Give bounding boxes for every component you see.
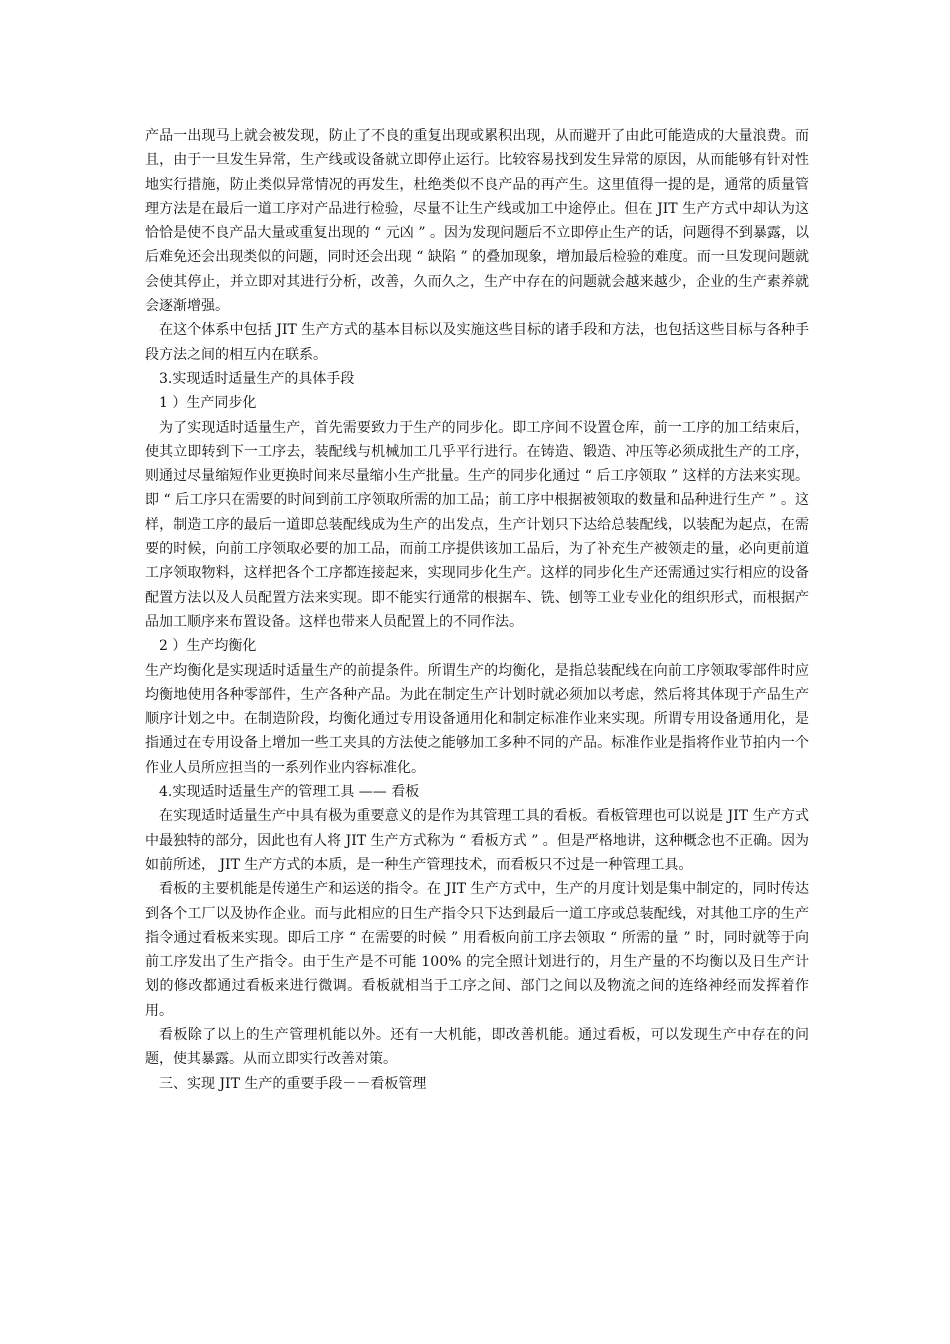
- document-page: [145, 124, 809, 1096]
- paragraph-defect-handling: 产品一出现马上就会被发现，防止了不良的重复出现或累积出现，从而避开了由此可能造成的大量浪费。而且，由于一旦发生异常，生产线或设备就立即停止运行。比较容易找到发生异常的原因，从而能够有针对性地实行措施，防止类似异常情况的再发生，杜绝类似不良产品的再产生。这里值得一提的是，通常的质量管理方法是在最后一道工序对产品进行检验，尽量不让生产线或加工中途停止。但在 JIT 生产方式中却认为这恰恰是使不良产品大量或重复出现的 “ 元凶 ” 。因为发现问题后不立即停止生产的话，问题得不到暴露，以后难免还会出现类似的问题，同时还会出现 “ 缺陷 ” 的叠加现象，增加最后检验的难度。而一旦发现问题就会使其停止，并立即对其进行分析，改善，久而久之，生产中存在的问题就会越来越少，企业的生产素养就会逐渐增强。: [145, 128, 809, 315]
- heading-production-sync: 1 ）生产同步化: [159, 395, 257, 412]
- heading-section-3: 3.实现适时适量生产的具体手段: [159, 370, 355, 387]
- heading-production-leveling: 2 ）生产均衡化: [159, 638, 257, 655]
- paragraph-production-leveling: 生产均衡化是实现适时适量生产的前提条件。所谓生产的均衡化，是指总装配线在向前工序领取零部件时应均衡地使用各种零部件，生产各种产品。为此在制定生产计划时就必须加以考虑，然后将其体现于产品生产顺序计划之中。在制造阶段，均衡化通过专用设备通用化和制定标准作业来实现。所谓专用设备通用化，是指通过在专用设备上增加一些工夹具的方法使之能够加工多种不同的产品。标准作业是指将作业节拍内一个作业人员所应担当的一系列作业内容标准化。: [145, 662, 809, 776]
- heading-section-4-kanban: 4.实现适时适量生产的管理工具 —— 看板: [159, 784, 420, 801]
- heading-part-three: 三、实现 JIT 生产的重要手段－－看板管理: [159, 1075, 427, 1092]
- paragraph-kanban-function: 看板的主要机能是传递生产和运送的指令。在 JIT 生产方式中，生产的月度计划是集中制定的，同时传达到各个工厂以及协作企业。而与此相应的日生产指令只下达到最后一道工序或总装配线，对其他工序的生产指令通过看板来实现。即后工序 “ 在需要的时候 ” 用看板向前工序去领取 “ 所需的量 ” 时，同时就等于向前工序发出了生产指令。由于生产是不可能 100% 的完全照计划进行的，月生产量的不均衡以及日生产计划的修改都通过看板来进行微调。看板就相当于工序之间、部门之间以及物流之间的连络神经而发挥着作用。: [145, 881, 809, 1019]
- paragraph-kanban-tool: 在实现适时适量生产中具有极为重要意义的是作为其管理工具的看板。看板管理也可以说是 JIT 生产方式中最独特的部分，因此也有人将 JIT 生产方式称为 “ 看板方式 ” 。但是严格地讲，这种概念也不正确。因为如前所述， JIT 生产方式的本质，是一种生产管理技术，而看板只不过是一种管理工具。: [145, 808, 809, 873]
- paragraph-system-overview: 在这个体系中包括 JIT 生产方式的基本目标以及实施这些目标的诸手段和方法，也包括这些目标与各种手段方法之间的相互内在联系。: [145, 322, 809, 363]
- paragraph-kanban-improvement: 看板除了以上的生产管理机能以外。还有一大机能，即改善机能。通过看板，可以发现生产中存在的问题，使其暴露。从而立即实行改善对策。: [145, 1026, 809, 1068]
- paragraph-production-sync: 为了实现适时适量生产，首先需要致力于生产的同步化。即工序间不设置仓库，前一工序的加工结束后，使其立即转到下一工序去，装配线与机械加工几乎平行进行。在铸造、锻造、冲压等必须成批生产的工序，则通过尽量缩短作业更换时间来尽量缩小生产批量。生产的同步化通过 “ 后工序领取 ” 这样的方法来实现。即 “ 后工序只在需要的时间到前工序领取所需的加工品；前工序中根据被领取的数量和品种进行生产 ” 。这样，制造工序的最后一道即总装配线成为生产的出发点，生产计划只下达给总装配线，以装配为起点，在需要的时候，向前工序领取必要的加工品，而前工序提供该加工品后，为了补充生产被领走的量，必向更前道工序领取物料，这样把各个工序都连接起来，实现同步化生产。这样的同步化生产还需通过实行相应的设备配置方法以及人员配置方法来实现。即不能实行通常的根据车、铣、刨等工业专业化的组织形式，而根据产品加工顺序来布置设备。这样也带来人员配置上的不同作法。: [145, 419, 809, 630]
